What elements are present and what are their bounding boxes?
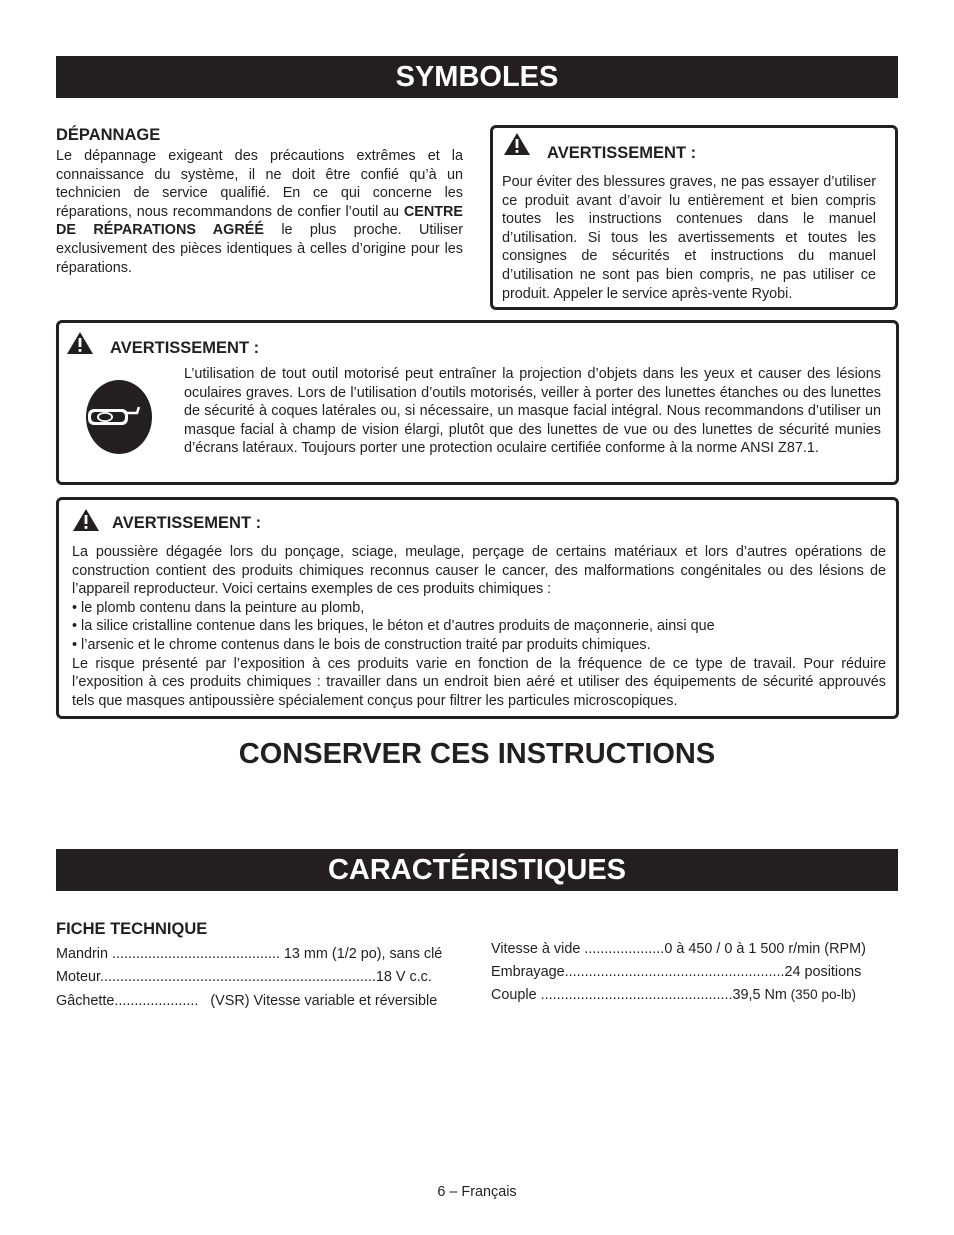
spec-value: 24 positions: [784, 964, 862, 980]
spec-value: 39,5 Nm: [732, 987, 787, 1003]
spec-row-mandrin: Mandrin .......................................... 13 mm (1/2 po), sans clé: [56, 946, 443, 962]
warning-box-eye-protection: [56, 320, 899, 485]
warning-triangle-icon: [503, 132, 531, 156]
spec-row-couple: Couple ................................................39,5 Nm (350 po-lb): [491, 987, 856, 1003]
list-item: • le plomb contenu dans la peinture au plomb,: [72, 599, 886, 618]
warning-box-reading: [490, 125, 898, 310]
spec-label: Moteur: [56, 969, 100, 985]
list-item: • la silice cristalline contenue dans les briques, le béton et d’autres produits de maçonnerie, ainsi que: [72, 617, 886, 636]
depannage-heading: DÉPANNAGE: [56, 126, 161, 144]
warning3-body: [72, 543, 886, 710]
safety-glasses-icon: [85, 379, 153, 455]
warning1-text: Pour éviter des blessures graves, ne pas essayer d’utiliser ce produit avant d’avoir lu entièrement et bien compris toutes les instructions contenues dans le manuel d’utilisation. Si tous les avertissements et toutes les consignes de sécurités et instructions du manuel d’utilisation ne sont pas bien compris, ne pas utiliser ce produit. Appeler le service après-vente Ryobi.: [502, 174, 876, 302]
depannage-text: [56, 147, 463, 277]
page-footer: 6 – Français: [437, 1184, 517, 1200]
warning3-title: AVERTISSEMENT :: [112, 514, 262, 532]
symboles-title: SYMBOLES: [395, 61, 559, 93]
caracteristiques-banner: [56, 849, 898, 891]
warning3-outro: Le risque présenté par l’exposition à ces produits varie en fonction de la fréquence de ce type de travail. Pour réduire l’exposition à ces produits chimiques : travailler dans un endroit bien aéré et utiliser des équipements de sécurité approuvés tels que masques antipoussière spécialement conçus pour filtrer les particules microscopiques.: [72, 655, 886, 709]
warning2-text: L’utilisation de tout outil motorisé peut entraîner la projection d’objets dans les yeux et causer des lésions oculaires graves. Lors de l’utilisation d’outils motorisés, veiller à porter des lunettes étanches ou des lunettes de sécurité à coques latérales ou, si nécessaire, un masque facial intégral. Nous recommandons d’utiliser un masque facial à champ de vision élargi, plutôt que des lunettes de vue ou des lunettes de sécurité munies d’écrans latéraux. Toujours porter une protection oculaire certifiée conforme à la norme ANSI Z87.1.: [184, 366, 881, 457]
warning1-title: AVERTISSEMENT :: [547, 144, 697, 162]
spec-label: Couple: [491, 987, 537, 1003]
warning3-intro: La poussière dégagée lors du ponçage, sciage, meulage, perçage de certains matériaux et lors d’autres opérations de construction contient des produits chimiques reconnus causer le cancer, des malformations congénitales ou des lésions de l’appareil reproducteur. Voici certains exemples de ces produits chimiques :: [72, 544, 886, 598]
spec-value-note: (350 po-lb): [786, 987, 856, 1002]
list-item: • l’arsenic et le chrome contenus dans le bois de construction traité par produits chimiques.: [72, 636, 886, 655]
spec-value: 13 mm (1/2 po), sans clé: [283, 946, 443, 962]
spec-label: Mandrin: [56, 946, 108, 962]
spec-label: Vitesse à vide: [491, 941, 581, 957]
depannage-text-part2: le plus proche. Utiliser exclusivement des pièces identiques à celles d’origine pour les réparations.: [56, 222, 463, 276]
spec-row-vitesse: Vitesse à vide ....................0 à 450 / 0 à 1 500 r/min (RPM): [491, 941, 866, 957]
warning3-bullet-list: [72, 599, 886, 655]
conserver-heading: CONSERVER CES INSTRUCTIONS: [238, 738, 716, 770]
warning-triangle-icon: [66, 331, 94, 355]
caracteristiques-title: CARACTÉRISTIQUES: [327, 854, 627, 886]
warning2-title: AVERTISSEMENT :: [110, 339, 260, 357]
spec-value: 0 à 450 / 0 à 1 500 r/min (RPM): [664, 941, 866, 957]
spec-row-gachette: Gâchette..................... (VSR) Vitesse variable et réversible: [56, 993, 438, 1009]
spec-row-moteur: Moteur.....................................................................18 V c.c.: [56, 969, 432, 985]
spec-value: 18 V c.c.: [375, 969, 432, 985]
symboles-banner: [56, 56, 898, 98]
spec-label: Embrayage: [491, 964, 565, 980]
depannage-text-part1: Le dépannage exigeant des précautions extrêmes et la connaissance du système, il ne doit être confié qu’à un technicien de service qualifié. En ce qui concerne les réparations, nous recommandons de confier l’outil au: [56, 148, 463, 220]
spec-value: (VSR) Vitesse variable et réversible: [210, 993, 438, 1009]
warning-triangle-icon: [72, 508, 100, 532]
warning-box-dust: [56, 497, 899, 719]
depannage-text-bold: CENTRE DE RÉPARATIONS AGRÉÉ: [56, 203, 463, 239]
fiche-technique-heading: FICHE TECHNIQUE: [56, 920, 208, 938]
spec-label: Gâchette: [56, 993, 115, 1009]
spec-row-embrayage: Embrayage.......................................................24 positions: [491, 964, 862, 980]
